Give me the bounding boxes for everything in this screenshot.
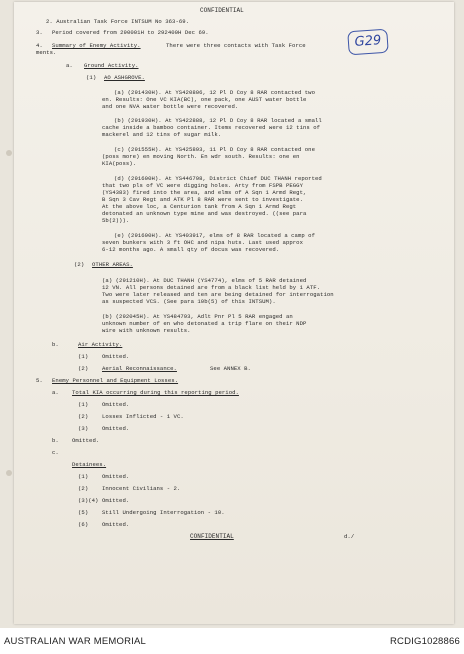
- item-text: Losses Inflicted - 1 VC.: [102, 413, 184, 420]
- para-number: 5.: [36, 377, 43, 384]
- intsum-title-line: 2. Australian Task Force INTSUM No 363-69.: [46, 18, 190, 25]
- item-text: Omitted.: [72, 437, 100, 444]
- item-label: (6): [78, 521, 89, 528]
- enemy-activity-heading: Summary of Enemy Activity.: [52, 42, 141, 49]
- item-text: Omitted.: [102, 425, 130, 432]
- report-line: and one NVA water bottle were recovered.: [102, 103, 239, 110]
- report-line: 12 VN. All persons detained are from a black list held by 1 ATF.: [102, 284, 321, 291]
- folio-stamp: G29: [347, 29, 389, 56]
- report-line: (b) (292045H). At YS484793, Adlt Pnr Pl 5 RAR engaged an: [102, 313, 293, 320]
- para-number: 3.: [36, 29, 43, 36]
- report-line: (d) (291600H). At YS446798, District Chief DUC THANH reported: [114, 175, 322, 182]
- report-line: (b) (291930H). At YS422888, 12 Pl D Coy 8 RAR located a small: [114, 117, 322, 124]
- punch-hole: [6, 150, 12, 156]
- report-line: KIA(poss).: [102, 160, 137, 167]
- ground-activity-heading: Ground Activity.: [84, 62, 139, 69]
- ao-ashgrove-heading: AO ASHGROVE.: [104, 74, 145, 81]
- page-continuation: d./: [344, 533, 355, 540]
- other-areas-heading: OTHER AREAS.: [92, 261, 133, 268]
- report-line: Two were later released and ten are being detained for interrogation: [102, 291, 334, 298]
- enemy-losses-heading: Enemy Personnel and Equipment Losses.: [52, 377, 179, 384]
- report-line: (a) (291430H). At YS420806, 12 Pl D Coy 8 RAR contacted two: [114, 89, 316, 96]
- archive-name: AUSTRALIAN WAR MEMORIAL: [4, 636, 147, 647]
- report-line: seven bunkers with 3 ft OHC and nipa huts. Last used approx: [102, 239, 304, 246]
- item-text: Omitted.: [102, 521, 130, 528]
- subsection-label: (2): [74, 261, 85, 268]
- archive-footer: [0, 628, 464, 654]
- report-line: B Sqn 3 Cav Regt and ATK Pl 8 RAR were sent to investigate.: [102, 196, 304, 203]
- report-line: wire with unknown results.: [102, 327, 191, 334]
- item-text: Innocent Civilians - 2.: [102, 485, 181, 492]
- report-line: 6-12 months ago. A small qty of docus was recovered.: [102, 246, 280, 253]
- report-line: cache inside a bamboo container. Items recovered were 12 tins of: [102, 124, 321, 131]
- report-line: At the above loc, a Centurion tank from A Sqn 1 Armd Regt: [102, 203, 297, 210]
- item-label: (3): [78, 425, 89, 432]
- report-line: en. Results: One VC KIA(BC), one pack, one AUST water bottle: [102, 96, 307, 103]
- para-number: 4.: [36, 42, 43, 49]
- item-text: See ANNEX B.: [210, 365, 251, 372]
- item-text: Still Undergoing Interrogation - 10.: [102, 509, 225, 516]
- report-line: (c) (291555H). At YS425893, 11 Pl D Coy 8 RAR contacted one: [114, 146, 316, 153]
- report-line: that two pls of VC were digging holes. Arty from FSPB PEGGY: [102, 182, 304, 189]
- report-line: 5b(2))).: [102, 217, 130, 224]
- section-label: a.: [66, 62, 73, 69]
- record-id: RCDIG1028866: [390, 636, 460, 647]
- item-label: (1): [78, 401, 89, 408]
- enemy-activity-summary-cont: ments.: [36, 49, 57, 56]
- report-line: (YS4383) fired into the area, and elms of A Sqn 1 Armd Regt,: [102, 189, 307, 196]
- period-covered: Period covered from 290001H to 292400H Dec 69.: [52, 29, 209, 36]
- section-label: c.: [52, 449, 59, 456]
- classification-top: CONFIDENTIAL: [200, 7, 244, 14]
- report-line: (poss more) en moving North. En wdr south. Results: one en: [102, 153, 300, 160]
- item-text: Omitted.: [102, 401, 130, 408]
- document-page: [14, 2, 454, 624]
- item-label: (2): [78, 485, 89, 492]
- subsection-label: (1): [86, 74, 97, 81]
- report-line: detonated an unknown type mine and was destroyed. ((see para: [102, 210, 307, 217]
- report-line: mackerel and 12 tins of sugar milk.: [102, 131, 222, 138]
- total-kia-heading: Total KIA occurring during this reporting period.: [72, 389, 239, 396]
- aerial-recce-heading: Aerial Reconnaissance.: [102, 365, 177, 372]
- classification-bottom: CONFIDENTIAL: [190, 533, 234, 540]
- report-line: (e) (291600H). At YS403917, elms of 8 RAR located a camp of: [114, 232, 316, 239]
- report-line: (a) (291210H). At DUC THANH (YS4774), elms of 5 RAR detained: [102, 277, 307, 284]
- air-activity-heading: Air Activity.: [78, 341, 123, 348]
- item-text: Omitted.: [102, 497, 130, 504]
- report-line: as suspected VCS. (See para 10b(5) of this INTSUM).: [102, 298, 276, 305]
- item-label: (1): [78, 353, 89, 360]
- item-label: (5): [78, 509, 89, 516]
- section-label: b.: [52, 341, 59, 348]
- item-label: (3)(4): [78, 497, 99, 504]
- item-label: (2): [78, 413, 89, 420]
- detainees-heading: Detainees.: [72, 461, 107, 468]
- enemy-activity-summary: There were three contacts with Task Force: [166, 42, 306, 49]
- item-text: Omitted.: [102, 353, 130, 360]
- item-label: (2): [78, 365, 89, 372]
- section-label: a.: [52, 389, 59, 396]
- punch-hole: [6, 470, 12, 476]
- item-label: (1): [78, 473, 89, 480]
- section-label: b.: [52, 437, 59, 444]
- report-line: unknown number of en who detonated a trip flare on their NDP: [102, 320, 307, 327]
- item-text: Omitted.: [102, 473, 130, 480]
